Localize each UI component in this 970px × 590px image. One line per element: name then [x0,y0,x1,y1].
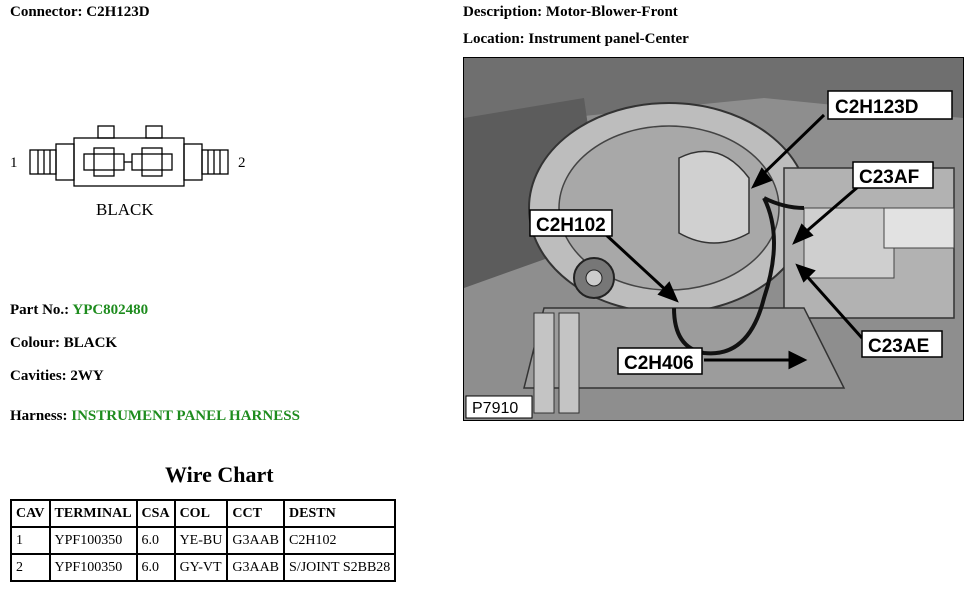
location-value: Instrument panel-Center [528,31,689,47]
location-line [463,31,689,48]
colour-line [10,335,117,352]
part-no-line [10,302,148,319]
harness-label: Harness: [10,408,68,424]
diagram-color-label: BLACK [96,200,154,219]
cell-col: GY-VT [175,554,228,581]
cell-cav: 1 [11,527,50,554]
description-label: Description: [463,4,543,20]
column-header-cct: CCT [227,500,284,527]
part-no-value[interactable]: YPC802480 [72,302,149,318]
cell-cav: 2 [11,554,50,581]
cell-csa: 6.0 [137,527,175,554]
harness-line [10,408,300,425]
cell-terminal: YPF100350 [50,554,137,581]
callout-c2h123d: C2H123D [835,97,919,118]
description-line [463,4,678,21]
column-header-cav: CAV [11,500,50,527]
harness-value[interactable]: INSTRUMENT PANEL HARNESS [71,408,300,424]
connector-value: C2H123D [86,4,150,20]
cell-destn: S/JOINT S2BB28 [284,554,395,581]
cell-cct: G3AAB [227,554,284,581]
callout-c23ae: C23AE [868,336,930,357]
connector-label: Connector: [10,4,83,20]
cavities-value: 2WY [70,368,104,384]
description-value: Motor-Blower-Front [545,4,678,20]
cell-terminal: YPF100350 [50,527,137,554]
column-header-col: COL [175,500,228,527]
cell-csa: 6.0 [137,554,175,581]
part-no-label: Part No.: [10,302,70,318]
column-header-terminal: TERMINAL [50,500,137,527]
connector-line [10,4,150,21]
cell-cct: G3AAB [227,527,284,554]
wire-chart-table [10,499,396,582]
cell-col: YE-BU [175,527,228,554]
callout-c2h406: C2H406 [624,353,694,374]
pin-2-label: 2 [238,155,246,171]
callout-c23af: C23AF [859,167,920,188]
pin-1-label: 1 [10,155,18,171]
location-photo [463,57,964,421]
cell-destn: C2H102 [284,527,395,554]
colour-value: BLACK [63,335,118,351]
table-header-row [11,500,395,527]
cavities-line [10,368,104,385]
table-row [11,527,395,554]
callout-c2h102: C2H102 [536,215,606,236]
column-header-destn: DESTN [284,500,395,527]
table-row [11,554,395,581]
cavities-label: Cavities: [10,368,67,384]
column-header-csa: CSA [137,500,175,527]
connector-face-diagram [8,120,258,230]
location-label: Location: [463,31,525,47]
colour-label: Colour: [10,335,60,351]
wire-chart-title: Wire Chart [165,462,274,487]
figure-id: P7910 [472,400,519,417]
